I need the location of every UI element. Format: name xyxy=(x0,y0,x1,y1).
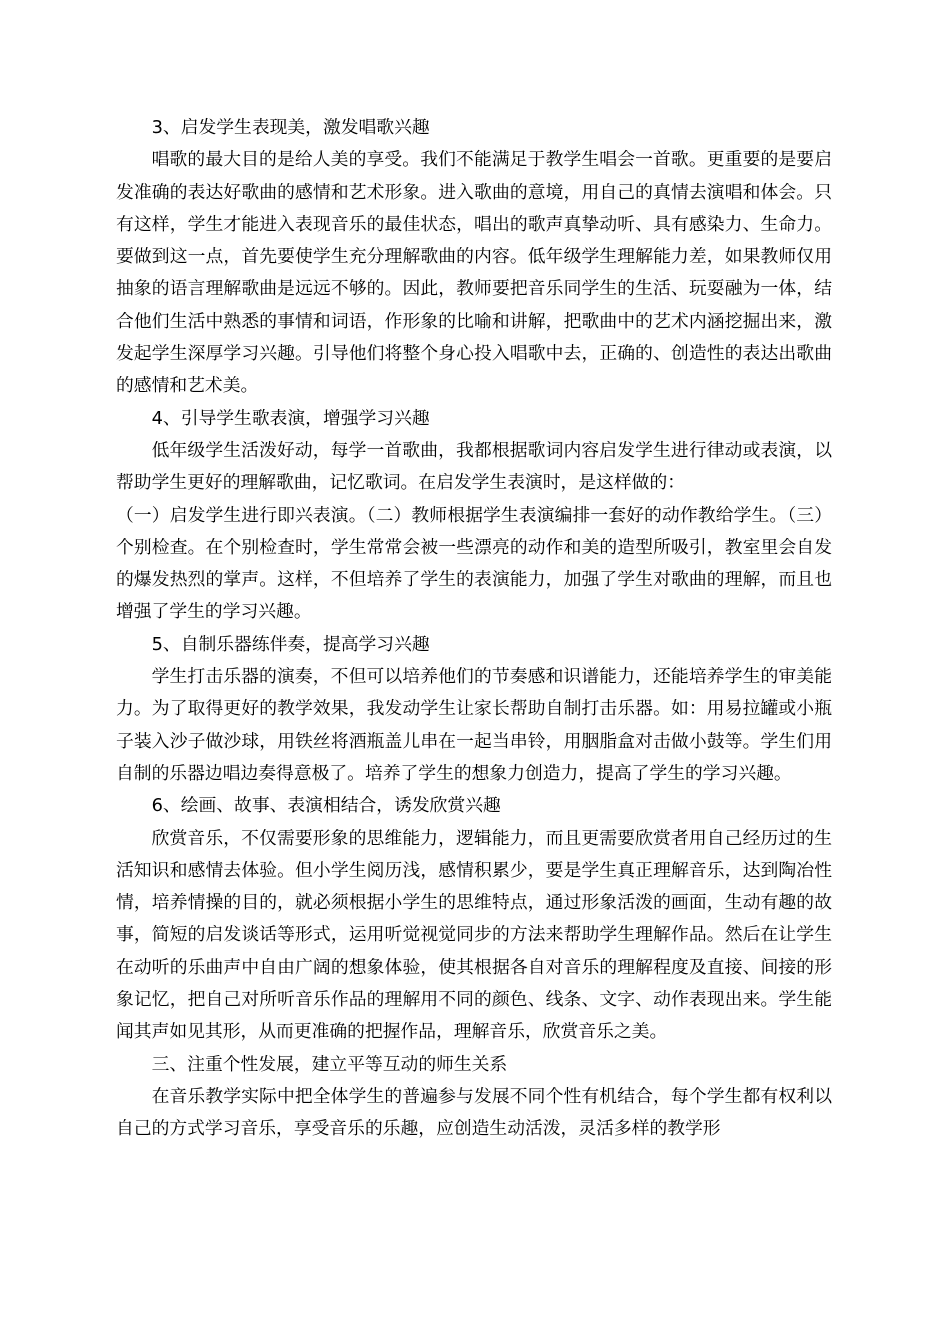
paragraph-performance-steps: （一）启发学生进行即兴表演。（二）教师根据学生表演编排一套好的动作教给学生。（三）个别检查。在个别检查时，学生常常会被一些漂亮的动作和美的造型所吸引，教室里会自发的爆发热烈的掌声。这样，不但培养了学生的表演能力，加强了学生对歌曲的理解，而且也增强了学生的学习兴趣。 xyxy=(116,504,832,623)
section-heading-6: 6、绘画、故事、表演相结合，诱发欣赏兴趣 xyxy=(151,795,501,817)
section-heading-3: 3、启发学生表现美，激发唱歌兴趣 xyxy=(151,117,430,138)
paragraph-instruments: 学生打击乐器的演奏，不但可以培养他们的节奏感和识谱能力，还能培养学生的审美能力。为了取得更好的教学效果，我发动学生让家长帮助自制打击乐器。如：用易拉罐或小瓶子装入沙子做沙球，用铁丝将酒瓶盖儿串在一起当串铃，用胭脂盒对击做小鼓等。学生们用自制的乐器边唱边奏得意极了。培养了学生的想象力创造力，提高了学生的学习兴趣。 xyxy=(116,666,832,784)
section-heading-5: 5、自制乐器练伴奏，提高学习兴趣 xyxy=(151,633,430,655)
document-page xyxy=(116,112,832,1146)
paragraph-individuality: 在音乐教学实际中把全体学生的普遍参与发展不同个性有机结合，每个学生都有权利以自己的方式学习音乐，享受音乐的乐趣，应创造生动活泼，灵活多样的教学形 xyxy=(116,1085,832,1140)
paragraph-appreciation: 欣赏音乐，不仅需要形象的思维能力，逻辑能力，而且更需要欣赏者用自己经历过的生活知识和感情去体验。但小学生阅历浅，感情积累少，要是学生真正理解音乐，达到陶冶性情，培养情操的目的，就必须根据小学生的思维特点，通过形象活泼的画面，生动有趣的故事，简短的启发谈话等形式，运用听觉视觉同步的方法来帮助学生理解作品。然后在让学生在动听的乐曲声中自由广阔的想象体验，使其根据各自对音乐的理解程度及直接、间接的形象记忆，把自己对所听音乐作品的理解用不同的颜色、线条、文字、动作表现出来。学生能闻其声如见其形，从而更准确的把握作品，理解音乐，欣赏音乐之美。 xyxy=(116,827,832,1043)
paragraph-singing: 唱歌的最大目的是给人美的享受。我们不能满足于教学生唱会一首歌。更重要的是要启发准确的表达好歌曲的感情和艺术形象。进入歌曲的意境，用自己的真情去演唱和体会。只有这样，学生才能进入表现音乐的最佳状态，唱出的歌声真挚动听、具有感染力、生命力。要做到这一点，首先要使学生充分理解歌曲的内容。低年级学生理解能力差，如果教师仅用抽象的语言理解歌曲是远远不够的。因此，教师要把音乐同学生的生活、玩耍融为一体，结合他们生活中熟悉的事情和词语，作形象的比喻和讲解，把歌曲中的艺术内涵挖掘出来，激发起学生深厚学习兴趣。引导他们将整个身心投入唱歌中去，正确的、创造性的表达出歌曲的感情和艺术美。 xyxy=(116,149,832,397)
paragraph-performance: 低年级学生活泼好动，每学一首歌曲，我都根据歌词内容启发学生进行律动或表演，以帮助学生更好的理解歌曲，记忆歌词。在启发学生表演时，是这样做的： xyxy=(116,439,832,494)
section-heading-4: 4、引导学生歌表演，增强学习兴趣 xyxy=(151,407,430,429)
section-heading-three: 三、注重个性发展，建立平等互动的师生关系 xyxy=(151,1053,508,1075)
